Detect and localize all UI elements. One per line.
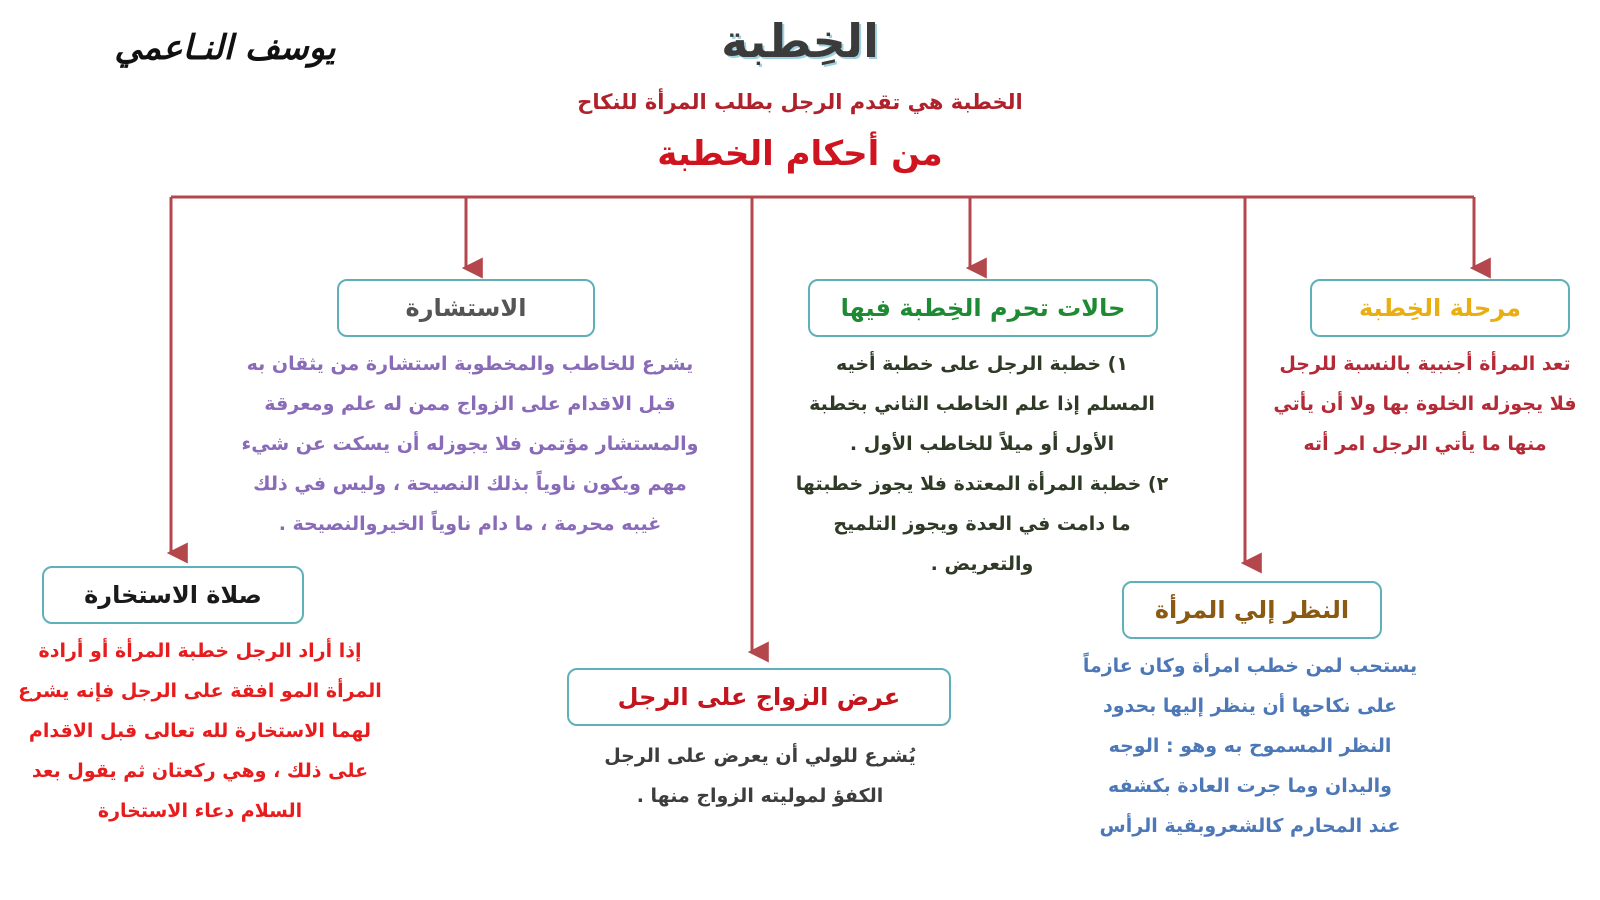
page-title: الخِطبة: [721, 14, 879, 68]
forbidden-line: ٢) خطبة المرأة المعتدة فلا يجوز خطبتها: [795, 473, 1169, 495]
consultation-text: [220, 344, 720, 544]
stage-heading-box: [1310, 279, 1570, 337]
looking-text: [1060, 646, 1440, 846]
rulings-heading: من أحكام الخطبة: [657, 134, 943, 174]
forbidden-heading-box: [808, 279, 1158, 337]
consultation-line: والمستشار مؤتمن فلا يجوزله أن يسكت عن شيء: [241, 433, 699, 455]
stage-text: [1260, 344, 1590, 464]
forbidden-line: المسلم إذا علم الخاطب الثاني بخطبة: [809, 393, 1155, 415]
consultation-line: مهم ويكون ناوياً بذلك النصيحة ، وليس في ذلك: [253, 473, 687, 495]
looking-line: النظر المسموح به وهو : الوجه: [1108, 735, 1392, 757]
consultation-line: قبل الاقدام على الزواج ممن له علم ومعرقة: [264, 393, 676, 415]
consultation-line: غيبه محرمة ، ما دام ناوياً الخيروالنصيحة .: [278, 513, 662, 535]
looking-line: واليدان وما جرت العادة بكشفه: [1108, 775, 1392, 797]
forbidden-line: والتعريض .: [930, 553, 1034, 575]
offering-text: [560, 736, 960, 816]
prayer-line: إذا أراد الرجل خطبة المرأة أو أرادة: [38, 640, 362, 662]
offering-heading: عرض الزواج على الرجل: [617, 683, 901, 711]
prayer-heading: صلاة الاستخارة: [84, 581, 262, 609]
looking-line: على نكاحها أن ينظر إليها بحدود: [1102, 695, 1398, 717]
offering-heading-box: [567, 668, 951, 726]
stage-line: فلا يجوزله الخلوة بها ولا أن يأتي: [1273, 393, 1577, 415]
consultation-line: يشرع للخاطب والمخطوبة استشارة من يثقان به: [246, 353, 694, 375]
forbidden-line: ١) خطبة الرجل على خطبة أخيه: [836, 353, 1128, 375]
stage-line: منها ما يأتي الرجل امر أته: [1303, 433, 1547, 455]
offering-line: الكفؤ لموليته الزواج منها .: [636, 785, 884, 807]
prayer-line: لهما الاستخارة لله تعالى قبل الاقدام: [28, 720, 372, 742]
forbidden-heading: حالات تحرم الخِطبة فيها: [840, 294, 1126, 322]
consultation-heading-box: [337, 279, 595, 337]
looking-heading: النظر إلي المرأة: [1154, 596, 1350, 624]
looking-line: يستحب لمن خطب امرأة وكان عازماً: [1082, 655, 1418, 677]
prayer-heading-box: [42, 566, 304, 624]
forbidden-text: [782, 344, 1182, 584]
prayer-text: [10, 631, 390, 831]
author-signature: يوسف النـاعمي: [114, 28, 336, 68]
definition-text: الخطبة هي تقدم الرجل بطلب المرأة للنكاح: [577, 90, 1023, 114]
prayer-line: على ذلك ، وهي ركعتان ثم يقول بعد: [31, 760, 369, 782]
looking-line: عند المحارم كالشعروبقية الرأس: [1099, 815, 1401, 837]
prayer-line: المرأة المو افقة على الرجل فإنه يشرع: [18, 680, 382, 702]
consultation-heading: الاستشارة: [405, 294, 527, 322]
forbidden-line: ما دامت في العدة ويجوز التلميح: [833, 513, 1131, 535]
looking-heading-box: [1122, 581, 1382, 639]
stage-heading: مرحلة الخِطبة: [1358, 294, 1522, 322]
stage-line: تعد المرأة أجنبية بالنسبة للرجل: [1279, 353, 1571, 375]
forbidden-line: الأول أو ميلاً للخاطب الأول .: [849, 433, 1115, 455]
prayer-line: السلام دعاء الاستخارة: [97, 800, 303, 822]
offering-line: يُشرع للولي أن يعرض على الرجل: [604, 745, 916, 767]
